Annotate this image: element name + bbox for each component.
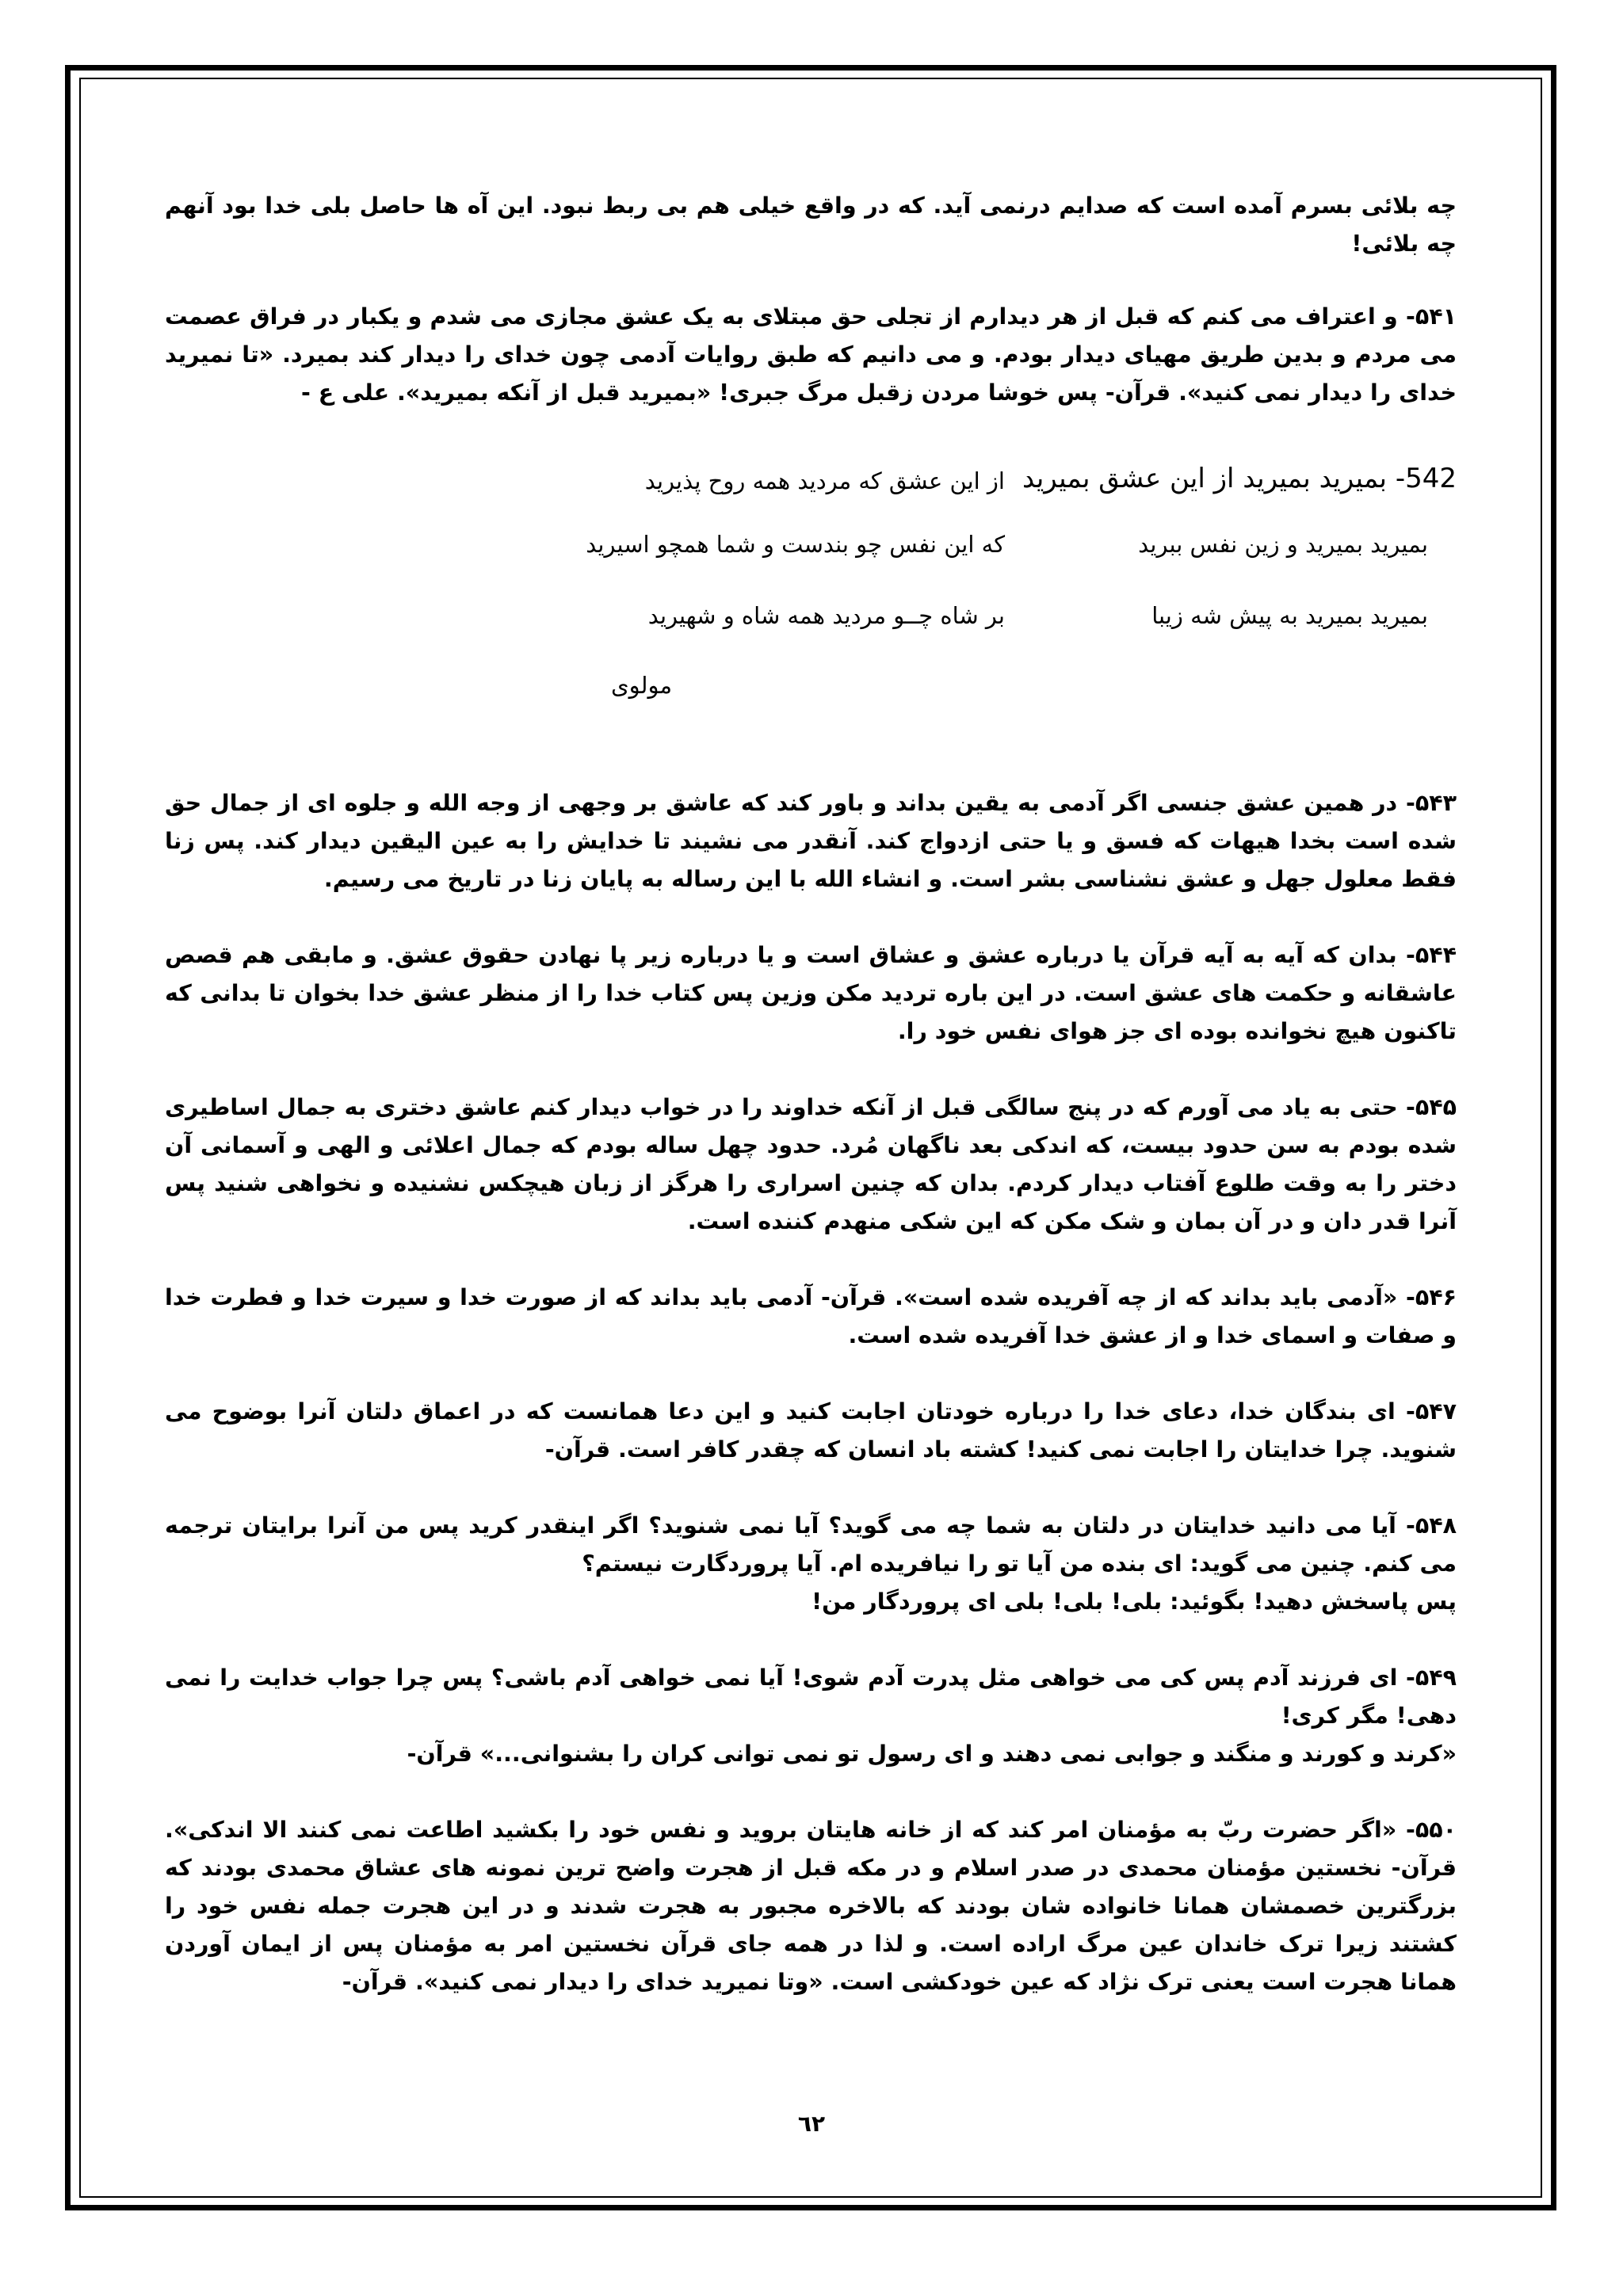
- paragraph: [165, 1811, 1457, 2001]
- paragraph-text: «کرند و کورند و منگند و جوابی نمی دهند و ای رسول تو نمی توانی کران را بشنوانی...» قرآن-: [407, 1741, 1457, 1767]
- poem-block: [165, 450, 1457, 756]
- paragraph: [165, 1279, 1457, 1355]
- paragraph: [165, 187, 1457, 263]
- paragraph-text: ۵۴۹- ای فرزند آدم پس کی می خواهی مثل پدرت آدم شوی! آیا نمی خواهی آدم باشی؟ پس چرا جواب خدایت را نمی دهی! مگر کری!: [165, 1665, 1457, 1729]
- paragraph: [165, 298, 1457, 412]
- poem-attribution: مولوی: [610, 672, 672, 699]
- poem-line: بر شاه چــو مردید همه شاه و شهیرید: [647, 602, 1005, 629]
- poem-line: بمیرید بمیرید و زین نفس ببرید: [1138, 531, 1428, 558]
- paragraph-text: ۵۴۸- آیا می دانید خدایتان در دلتان به شما چه می گوید؟ آیا نمی شنوید؟ اگر اینقدر کرید پس من آنرا برایتان ترجمه می کنم. چنین می گوید: ای بنده من آیا تو را نیافریده ام. آیا پروردگارت نیستم؟: [165, 1512, 1457, 1577]
- page-content: [165, 187, 1457, 2039]
- paragraph: [165, 784, 1457, 898]
- paragraph-text: ۵۵۰- «اگر حضرت ربّ به مؤمنان امر کند که از خانه هایتان بروید و نفس خود را بکشید اطاعت نمی کنند الا اندکی». قرآن- نخستین مؤمنان محمدی در صدر اسلام و در مکه قبل از هجرت واضح ترین نمونه های عشاق محمدی بودند که بزرگترین خصمشان همانا خانواده شان بودند که بالاخره مجبور به هجرت شدند و در این هجرت جمله نفس خود را کشتند زیرا ترک خاندان عین مرگ اراده است. و لذا در همه جای قرآن نخستین امر به مؤمنان پس از ایمان آوردن همانا هجرت است یعنی ترک نژاد که عین خودکشی است. «وتا نمیرید خدای را دیدار نمی کنید». قرآن-: [165, 1817, 1457, 1995]
- page-number: ٦٢: [797, 2111, 826, 2137]
- paragraph-text: ۵۴۶- «آدمی باید بداند که از چه آفریده شده است». قرآن- آدمی باید بداند که از صورت خدا و سیرت خدا و فطرت خدا و صفات و اسمای خدا و از عشق خدا آفریده شده است.: [165, 1284, 1457, 1348]
- poem-line: از این عشق که مردید همه روح پذیرید: [644, 467, 1005, 494]
- bottom-paragraphs: [165, 784, 1457, 2001]
- paragraph-text: ۵۴۵- حتی به یاد می آورم که در پنج سالگی قبل از آنکه خداوند را در خواب دیدار کنم عاشق دختری به جمال اساطیری شده بودم به سن حدود بیست، که اندکی بعد ناگهان مُرد. حدود چهل ساله بودم که جمال اعلائی و الهی و آسمانی آن دختر را به وقت طلوع آفتاب دیدار کردم. بدان که چنین اسراری را هرگز از زبان هیچکس نشنیده و نخواهی شنید پس آنرا قدر دان و در آن بمان و شک مکن که این شکی منهدم کننده است.: [165, 1094, 1457, 1234]
- top-paragraphs: [165, 187, 1457, 412]
- poem-line: که این نفس چو بندست و شما همچو اسیرید: [586, 531, 1005, 558]
- paragraph-text: ۵۴۱- و اعتراف می کنم که قبل از هر دیدارم از تجلی حق مبتلای به یک عشق مجازی می شدم و یکبار در فراق عصمت می مردم و بدین طریق مهیای دیدار بودم. و می دانیم که طبق روایات آدمی چون خدای را دیدار کند بمیرد. «تا نمیرید خدای را دیدار نمی کنید». قرآن- پس خوشا مردن زقبل مرگ جبری! «بمیرید قبل از آنکه بمیرید». علی ع -: [165, 303, 1457, 406]
- paragraph-text: ۵۴۴- بدان که آیه به آیه قرآن یا درباره عشق و عشاق است و یا درباره زیر پا نهادن حقوق عشق. و مابقی هم قصص عاشقانه و حکمت های عشق است. در این باره تردید مکن وزین پس کتاب خدا را از منظر عشق خدا بخوان تا بدانی که تاکنون هیچ نخوانده بوده ای جز هوای نفس خود را.: [165, 942, 1457, 1044]
- paragraph: [165, 1089, 1457, 1241]
- paragraph-text: پس پاسخش دهید! بگوئید: بلی! بلی! بلی ای پروردگار من!: [812, 1589, 1457, 1615]
- poem-line: بمیرید بمیرید به پیش شه زیبا: [1151, 602, 1428, 629]
- paragraph-text: ۵۴۳- در همین عشق جنسی اگر آدمی به یقین بداند و باور کند که عاشق بر وجهی از وجه الله و جلوه ای از جمال حق شده است بخدا هیهات که فسق و یا حتی ازدواج کند. آنقدر می نشیند تا خدایش را به عین الیقین دیدار کند. پس زنا فقط معلول جهل و عشق نشناسی بشر است. و انشاء الله با این رساله به پایان زنا در تاریخ می رسیم.: [165, 790, 1457, 892]
- paragraph-text: چه بلائی بسرم آمده است که صدایم درنمی آید. که در واقع خیلی هم بی ربط نبود. این آه ها حاصل بلی خدا بود آنهم چه بلائی!: [165, 193, 1457, 257]
- paragraph: [165, 1659, 1457, 1773]
- paragraph: [165, 1507, 1457, 1621]
- poem-line: 542- بمیرید بمیرید از این عشق بمیرید: [1022, 463, 1457, 494]
- paragraph: [165, 936, 1457, 1051]
- paragraph-text: ۵۴۷- ای بندگان خدا، دعای خدا را درباره خودتان اجابت کنید و این دعا همانست که در اعماق دلتان آنرا بوضوح می شنوید. چرا خدایتان را اجابت نمی کنید! کشته باد انسان که چقدر کافر است. قرآن-: [165, 1398, 1457, 1463]
- paragraph: [165, 1393, 1457, 1469]
